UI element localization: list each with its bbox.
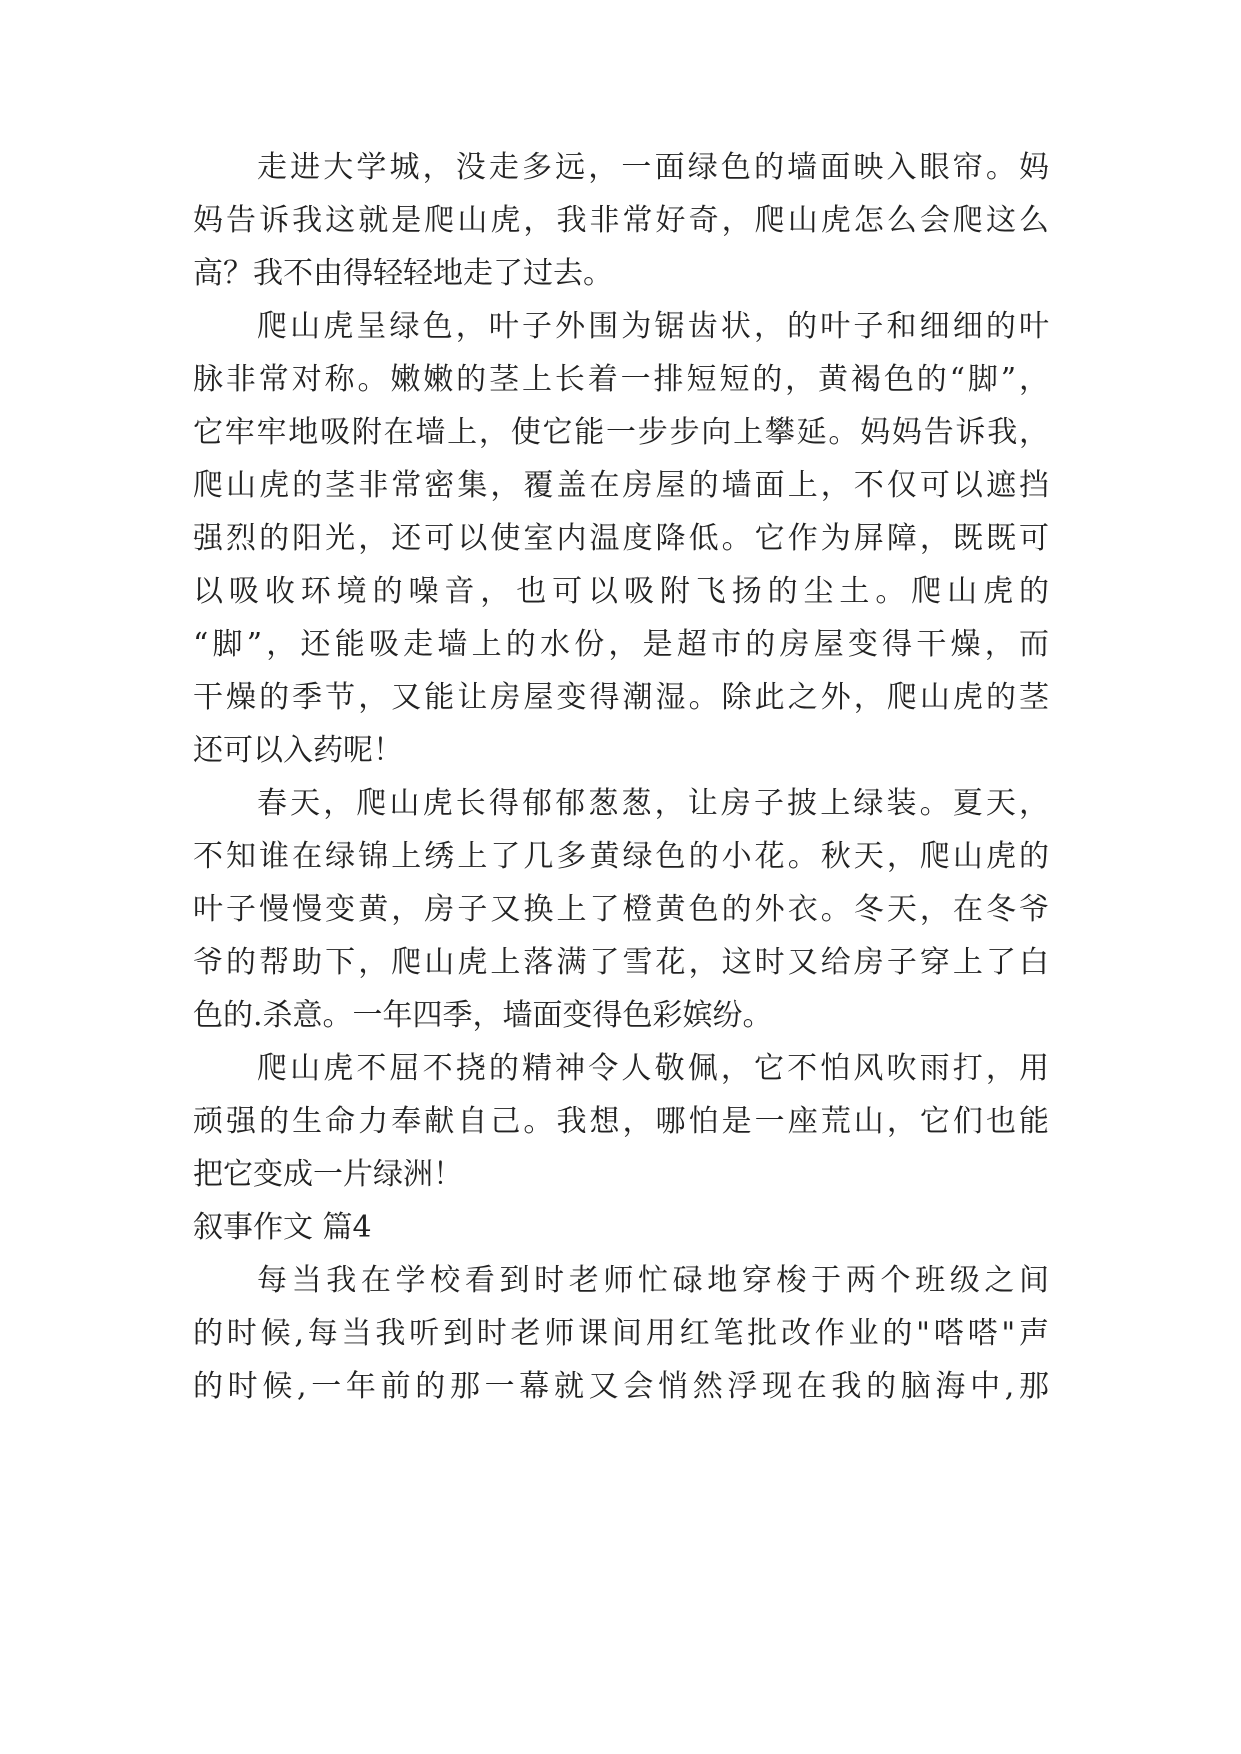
paragraph-3-line-4: 爷的帮助下，爬山虎上落满了雪花，这时又给房子穿上了白 (193, 945, 1049, 980)
paragraph-3-line-1: 春天，爬山虎长得郁郁葱葱，让房子披上绿装。夏天， (257, 786, 1049, 821)
paragraph-2-line-3: 它牢牢地吸附在墙上，使它能一步步向上攀延。妈妈告诉我， (193, 415, 1049, 450)
paragraph-2-line-8: 干燥的季节，又能让房屋变得潮湿。除此之外，爬山虎的茎 (193, 680, 1049, 715)
section-paragraph-line-3: 的时候,一年前的那一幕就又会悄然浮现在我的脑海中,那 (193, 1369, 1049, 1404)
paragraph-2-line-1: 爬山虎呈绿色，叶子外围为锯齿状，的叶子和细细的叶 (257, 309, 1049, 344)
paragraph-1-line-1: 走进大学城，没走多远，一面绿色的墙面映入眼帘。妈 (257, 150, 1049, 185)
paragraph-2-line-2: 脉非常对称。嫩嫩的茎上长着一排短短的，黄褐色的“脚”， (193, 362, 1049, 397)
paragraph-3-line-3: 叶子慢慢变黄，房子又换上了橙黄色的外衣。冬天，在冬爷 (193, 892, 1049, 927)
paragraph-3-line-2: 不知谁在绿锦上绣上了几多黄绿色的小花。秋天，爬山虎的 (193, 839, 1049, 874)
paragraph-2-line-6: 以吸收环境的噪音，也可以吸附飞扬的尘土。爬山虎的 (193, 574, 1049, 609)
paragraph-3-line-5: 色的.杀意。一年四季，墙面变得色彩嫔纷。 (193, 998, 773, 1033)
paragraph-2-line-4: 爬山虎的茎非常密集，覆盖在房屋的墙面上，不仅可以遮挡 (193, 468, 1049, 503)
paragraph-2-line-9: 还可以入药呢！ (193, 733, 403, 768)
paragraph-2-line-5: 强烈的阳光，还可以使室内温度降低。它作为屏障，既既可 (193, 521, 1049, 556)
section-heading: 叙事作文 篇4 (193, 1210, 372, 1245)
paragraph-2-line-7: “脚”，还能吸走墙上的水份，是超市的房屋变得干燥，而 (193, 627, 1049, 662)
paragraph-1-line-3: 高？我不由得轻轻地走了过去。 (193, 256, 613, 291)
paragraph-1-line-2: 妈告诉我这就是爬山虎，我非常好奇，爬山虎怎么会爬这么 (193, 203, 1049, 238)
section-paragraph-line-1: 每当我在学校看到时老师忙碌地穿梭于两个班级之间 (257, 1263, 1049, 1298)
paragraph-4-line-3: 把它变成一片绿洲！ (193, 1157, 463, 1192)
paragraph-4-line-1: 爬山虎不屈不挠的精神令人敬佩，它不怕风吹雨打，用 (257, 1051, 1049, 1086)
paragraph-4-line-2: 顽强的生命力奉献自己。我想，哪怕是一座荒山，它们也能 (193, 1104, 1049, 1139)
section-paragraph-line-2: 的时候,每当我听到时老师课间用红笔批改作业的"嗒嗒"声 (193, 1316, 1049, 1351)
